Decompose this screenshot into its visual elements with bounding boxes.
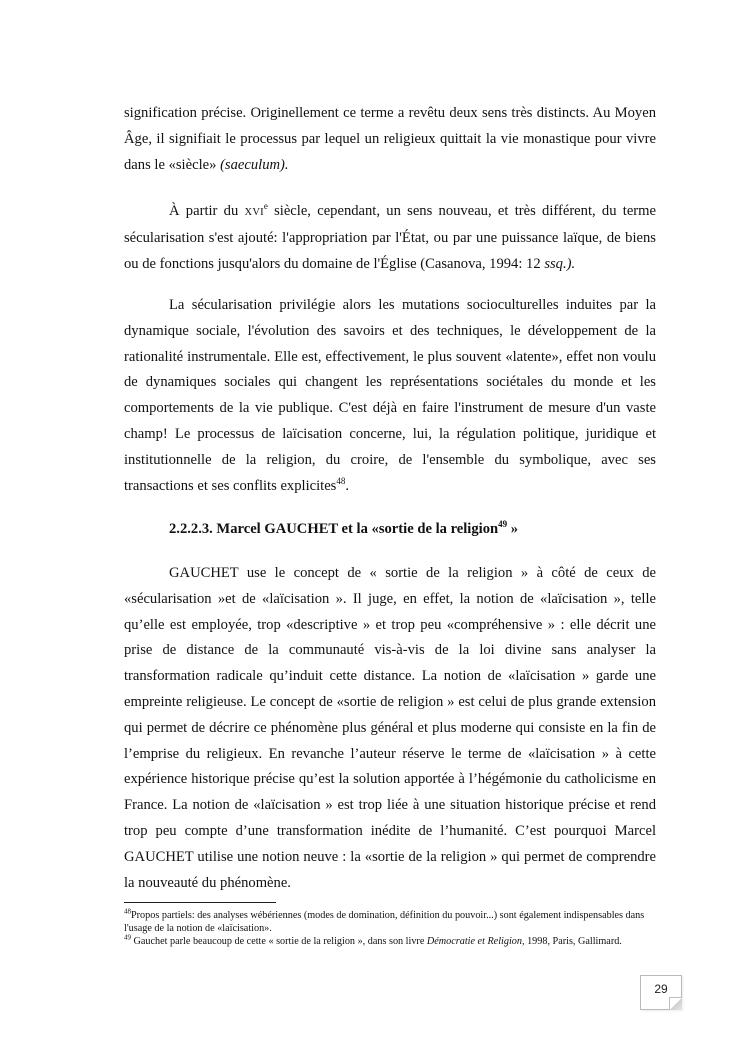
paragraph-secularisation <box>124 293 656 499</box>
latin-term: (saeculum). <box>220 156 289 173</box>
page-curl-decoration <box>669 997 682 1010</box>
paragraph-saeculum <box>124 101 656 178</box>
footnote-text: Gauchet parle beaucoup de cette « sortie de la religion », dans son livre <box>131 936 427 947</box>
footnote-divider <box>124 902 276 903</box>
footnote-49 <box>124 935 656 948</box>
paragraph-text: siècle, cependant, un sens nouveau, et très différent, du terme sécularisation s'est ajouté: l'appropriation par l'État, ou par une puissance laïque, de biens ou de fonctions jusqu'alors du domaine de l'Église (Casanova, 1994: 12 <box>124 203 656 272</box>
footnote-number: 49 <box>124 933 131 942</box>
heading-close-quote: » <box>507 521 519 537</box>
paragraph-end: . <box>345 477 350 494</box>
section-heading <box>169 518 518 540</box>
footnote-ref-49[interactable]: 49 <box>498 519 508 530</box>
paragraph-text: À partir du <box>169 203 245 219</box>
page-number-box <box>640 975 682 1010</box>
paragraph-sixteenth-century <box>124 199 656 277</box>
paragraph-text: La sécularisation privilégie alors les mutations socioculturelles induites par la dynamique sociale, l'évolution des savoirs et des techniques, le développement de la rationalité instrumentale. Elle est, effectivement, le plus souvent «latente», effet non voulu de dynamiques sociales qui changent les représentations sociétales du monde et les comportements de la vie publique. C'est déjà en faire l'instrument de mesure d'un vaste champ! Le processus de laïcisation concerne, lui, la régulation politique, juridique et institutionnelle de la religion, du croire, de l'ensemble du symbolique, avec ses transactions et ses conflits explicites <box>124 297 656 494</box>
book-title: Démocratie et Religion, <box>426 936 525 947</box>
closing-quote: » <box>209 156 221 173</box>
footnotes <box>124 909 656 948</box>
footnote-text: 1998, Paris, Gallimard. <box>524 936 622 947</box>
citation-abbreviation: ssq.). <box>544 255 576 272</box>
footnote-text: Propos partiels: des analyses wébériennes (modes de domination, définition du pouvoir...) sont également indispensables dans l'usage de la notion de «laïcisation». <box>124 910 645 934</box>
paragraph-gauchet <box>124 561 656 896</box>
page-number: 29 <box>654 982 668 996</box>
footnote-number: 48 <box>124 907 131 916</box>
century-superscript: e <box>263 201 268 212</box>
paragraph-text: signification précise. Originellement ce terme a revêtu deux sens très distincts. Au Moyen Âge, il signifiait le processus par lequel un religieux quittait la vie monastique pour vivre dans le «siècle <box>124 105 656 173</box>
footnote-48 <box>124 909 656 935</box>
paragraph-text: GAUCHET use le concept de « sortie de la religion » à côté de ceux de «sécularisation »et de «laïcisation ». Il juge, en effet, la notion de «laïcisation », telle qu’elle est employée, trop «descriptive » et trop peu «compréhensive » : elle décrit une prise de distance de la communauté vis-à-vis de la loi divine sans analyser la transformation radicale qu’induit cette distance. La notion de «laïcisation » garde une empreinte religieuse. Le concept de «sortie de religion » est celui de plus grande extension qui permet de décrire ce phénomène plus général et plus moderne qui consiste en la fin de l’emprise du religieux. En revanche l’auteur réserve le terme de «laïcisation » à cette expérience historique précise qu’est la solution apportée à l’hégémonie du catholicisme en France. La notion de «laïcisation » est trop liée à une situation historique précise et rend trop peu compte d’une transformation inédite de l’humanité. C’est pourquoi Marcel GAUCHET utilise une notion neuve : la «sortie de la religion » qui permet de comprendre la nouveauté du phénomène. <box>124 565 656 891</box>
century-numeral: XVI <box>244 207 264 218</box>
footnote-ref-48[interactable]: 48 <box>336 475 346 486</box>
heading-text: 2.2.2.3. Marcel GAUCHET et la «sortie de la religion <box>169 521 499 537</box>
